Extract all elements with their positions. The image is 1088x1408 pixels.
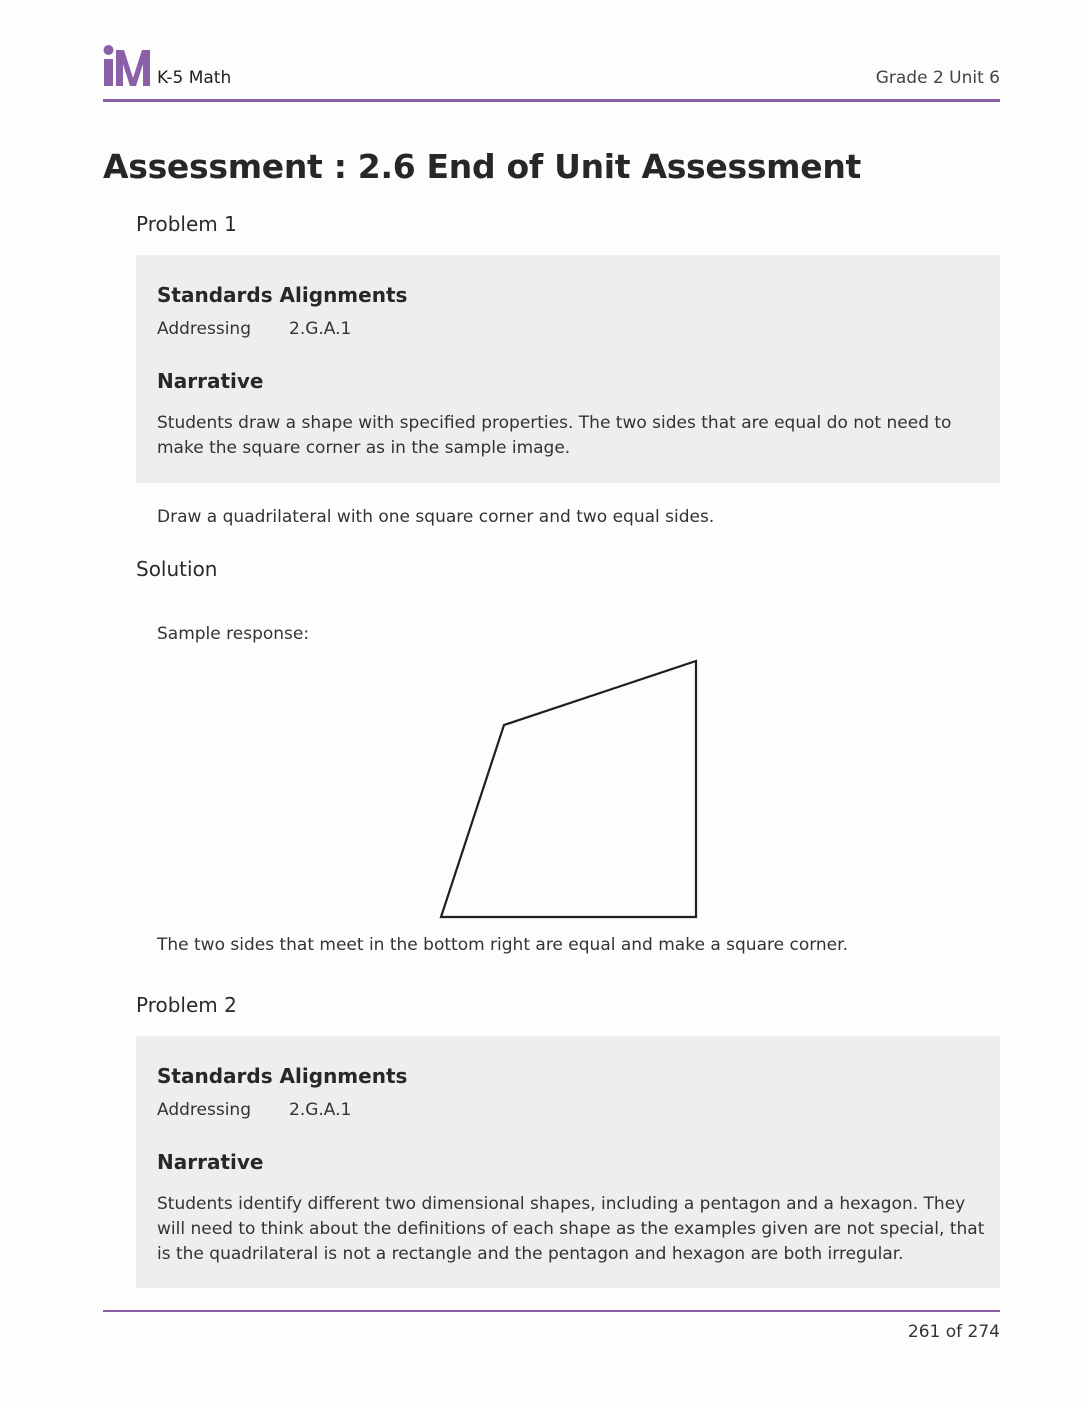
solution-explanation: The two sides that meet in the bottom right are equal and make a square corner. [157, 935, 848, 955]
header-divider [103, 99, 1000, 102]
addressing-label: Addressing [157, 1100, 251, 1120]
solution-heading: Solution [136, 557, 218, 581]
quadrilateral-shape [441, 661, 696, 917]
sample-response-label: Sample response: [157, 624, 310, 644]
problem-2-heading: Problem 2 [136, 993, 237, 1017]
problem-2-info-box [136, 1036, 1000, 1288]
standard-code: 2.G.A.1 [289, 1100, 352, 1120]
problem-1-prompt: Draw a quadrilateral with one square corner and two equal sides. [157, 507, 715, 527]
unit-label: Grade 2 Unit 6 [875, 68, 1000, 88]
page-header [103, 44, 1000, 90]
narrative-text: Students draw a shape with specified properties. The two sides that are equal do not need to make the square corner as in the sample image. [157, 413, 952, 458]
problem-1-info-box [136, 255, 1000, 483]
course-name: K-5 Math [157, 68, 232, 88]
narrative-text: Students identify different two dimensional shapes, including a pentagon and a hexagon. They will need to think about the definitions of each shape as the examples given are not special, that is the quadrilateral is not a rectangle and the pentagon and hexagon are both irregular. [157, 1194, 985, 1264]
page-number: 261 of 274 [907, 1322, 1000, 1342]
problem-1-heading: Problem 1 [136, 212, 237, 236]
standards-row [157, 1100, 352, 1120]
footer-divider [103, 1310, 1000, 1312]
narrative-heading: Narrative [157, 1150, 264, 1174]
standards-heading: Standards Alignments [157, 283, 408, 307]
standard-code: 2.G.A.1 [289, 319, 352, 339]
standards-heading: Standards Alignments [157, 1064, 408, 1088]
narrative-heading: Narrative [157, 369, 264, 393]
im-logo-icon [103, 44, 153, 90]
addressing-label: Addressing [157, 319, 251, 339]
standards-row [157, 319, 352, 339]
page-title: Assessment : 2.6 End of Unit Assessment [103, 147, 861, 186]
